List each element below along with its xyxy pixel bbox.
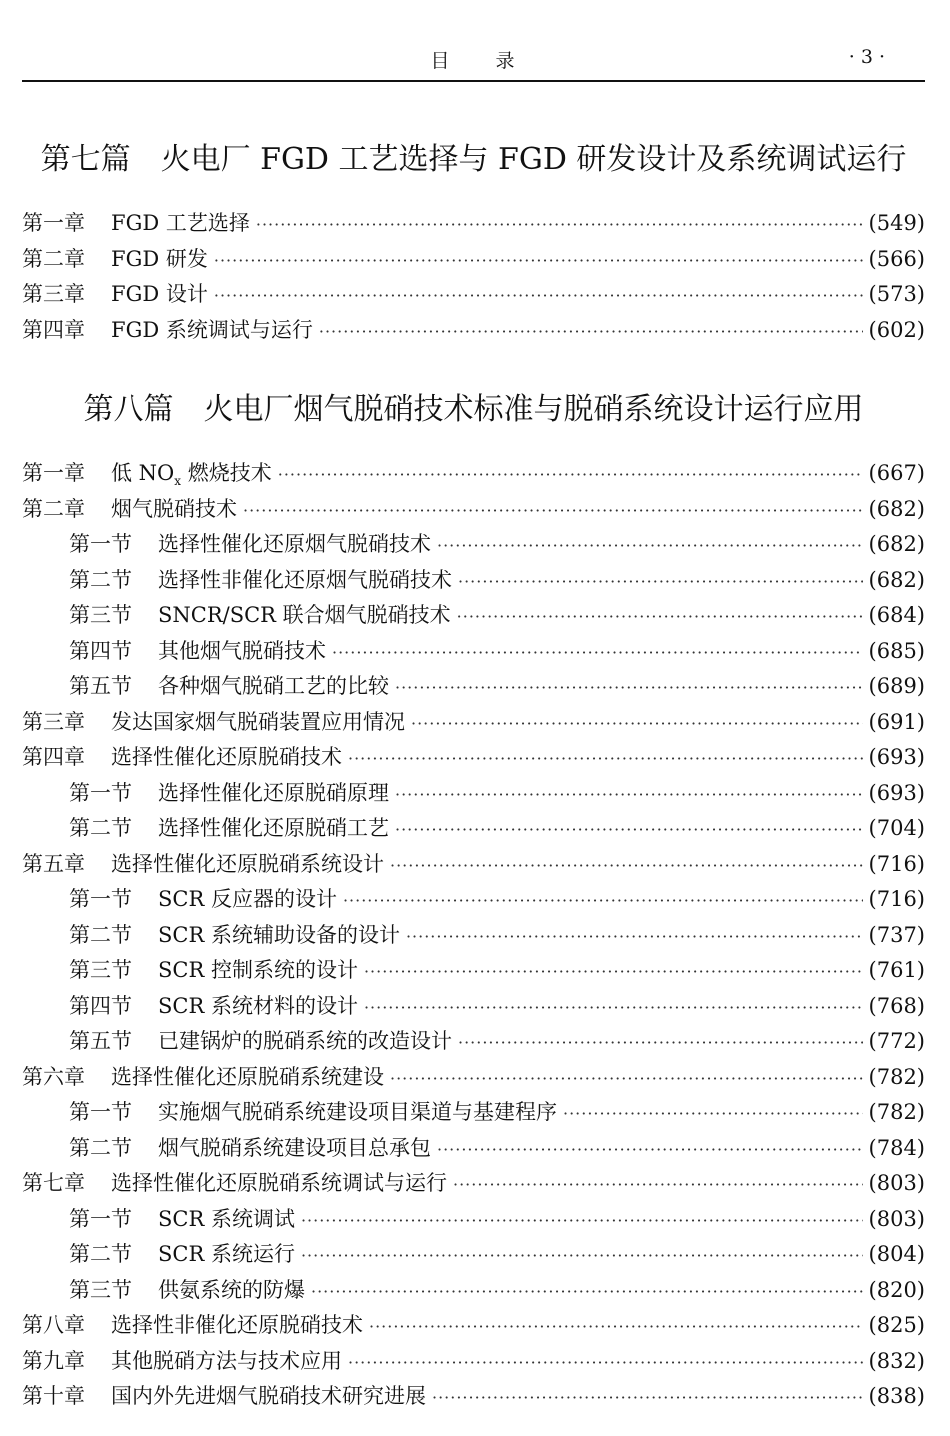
entry-number: 第四章 [22,745,85,769]
entry-number: 第四节 [69,638,132,663]
entry-page: (772) [868,1029,925,1053]
part-title-7: 第七篇 火电厂 FGD 工艺选择与 FGD 研发设计及系统调试运行 [40,142,907,177]
toc-entry[interactable] [22,599,925,635]
toc-entry[interactable] [22,1203,925,1239]
entry-label: 低 $NO_x$ 燃烧技术 [111,461,272,489]
leader-dots [437,1140,863,1159]
entry-page: (804) [868,1242,925,1266]
entry-page: (838) [868,1384,925,1408]
leader-dots [319,322,863,341]
entry-number: 第三节 [69,603,132,627]
toc-entry[interactable] [22,1061,925,1097]
toc-entry[interactable] [22,528,925,564]
toc-entry[interactable] [22,564,925,600]
entry-label: SCR 反应器的设计 [158,887,337,911]
entry-label: 选择性催化还原脱硝系统设计 [111,851,384,876]
entry-number: 第四节 [69,993,132,1018]
entry-page: (689) [868,674,925,698]
leader-dots [395,820,863,839]
entry-label: FGD 设计 [111,282,208,306]
toc-entry[interactable] [22,741,925,777]
leader-dots [458,572,863,591]
toc-entry[interactable] [22,990,925,1026]
entry-number: 第三章 [22,709,85,734]
entry-number: 第五节 [69,1029,132,1053]
leader-dots [214,251,863,270]
toc-entry[interactable] [22,1380,925,1416]
entry-number: 第七章 [22,1171,85,1195]
toc-entry[interactable] [22,777,925,813]
toc-entry[interactable] [22,278,925,314]
entry-page: (684) [868,603,925,627]
entry-page: (782) [868,1100,925,1124]
entry-number: 第二节 [69,1242,132,1266]
entry-number: 第八章 [22,1313,85,1337]
running-title-char-1: 目 [430,50,452,72]
entry-page: (737) [868,922,925,947]
entry-number: 第四章 [22,317,85,342]
leader-dots [348,1353,863,1372]
entry-label: 选择性催化还原脱硝技术 [111,745,342,769]
toc-entry[interactable] [22,635,925,671]
entry-label: SCR 控制系统的设计 [158,958,358,982]
entry-label: 选择性催化还原脱硝系统建设 [111,1064,384,1089]
entry-page: (685) [868,638,925,663]
entry-number: 第一节 [69,1100,132,1124]
entry-number: 第二节 [69,1135,132,1160]
toc-entry[interactable] [22,919,925,955]
entry-number: 第二章 [22,496,85,521]
entry-page: (803) [868,1206,925,1231]
leader-dots [390,1069,863,1088]
entry-label: 国内外先进烟气脱硝技术研究进展 [111,1384,426,1408]
toc-entry[interactable] [22,314,925,350]
entry-page: (820) [868,1277,925,1302]
page-number: · 3 · [848,46,885,68]
leader-dots [343,891,863,910]
leader-dots [457,607,863,626]
entry-page: (667) [868,461,925,485]
leader-dots [395,678,863,697]
entry-page: (716) [868,851,925,876]
toc-part-7 [22,207,925,349]
entry-page: (549) [868,211,925,235]
entry-page: (573) [868,282,925,306]
leader-dots [458,1033,863,1052]
leader-dots [243,501,863,520]
entry-number: 第五章 [22,851,85,876]
toc-entry[interactable] [22,670,925,706]
entry-page: (825) [868,1313,925,1337]
toc-entry[interactable] [22,706,925,742]
leader-dots [301,1211,863,1230]
toc-entry[interactable] [22,1167,925,1203]
leader-dots [214,286,863,305]
entry-number: 第十章 [22,1384,85,1408]
toc-part-8 [22,457,925,1416]
entry-label: 各种烟气脱硝工艺的比较 [158,674,389,698]
entry-number: 第五节 [69,674,132,698]
toc-entry[interactable] [22,493,925,529]
entry-label: 供氨系统的防爆 [158,1277,305,1302]
toc-entry[interactable] [22,883,925,919]
entry-page: (682) [868,567,925,592]
entry-page: (682) [868,532,925,556]
leader-dots [301,1246,863,1265]
toc-entry[interactable] [22,812,925,848]
toc-entry[interactable] [22,1345,925,1381]
entry-label: SCR 系统运行 [158,1242,295,1266]
entry-label: SCR 系统调试 [158,1206,295,1231]
toc-entry[interactable] [22,207,925,243]
entry-label: SNCR/SCR 联合烟气脱硝技术 [158,603,451,627]
entry-label: 其他脱硝方法与技术应用 [111,1348,342,1373]
entry-page: (768) [868,993,925,1018]
leader-dots [364,998,863,1017]
entry-label: 选择性非催化还原脱硝技术 [111,1313,363,1337]
entry-label: 选择性催化还原脱硝工艺 [158,816,389,840]
leader-dots [348,749,863,768]
entry-page: (682) [868,496,925,521]
entry-page: (704) [868,816,925,840]
entry-page: (693) [868,745,925,769]
entry-number: 第一节 [69,532,132,556]
toc-entry[interactable] [22,1025,925,1061]
entry-number: 第一节 [69,780,132,805]
toc-entry[interactable] [22,1274,925,1310]
entry-number: 第六章 [22,1064,85,1089]
entry-page: (761) [868,958,925,982]
entry-label: 选择性催化还原脱硝系统调试与运行 [111,1171,447,1195]
running-title-char-2: 录 [495,50,517,72]
leader-dots [311,1282,863,1301]
entry-label: 发达国家烟气脱硝装置应用情况 [111,709,405,734]
entry-label: 实施烟气脱硝系统建设项目渠道与基建程序 [158,1100,557,1124]
entry-label: 选择性催化还原脱硝原理 [158,780,389,805]
entry-page: (832) [868,1348,925,1373]
entry-page: (803) [868,1171,925,1195]
entry-number: 第一章 [22,461,85,485]
page-header [22,40,925,82]
entry-number: 第二节 [69,922,132,947]
running-title [22,46,925,73]
entry-page: (566) [868,246,925,271]
toc-entry[interactable] [22,243,925,279]
entry-page: (602) [868,317,925,342]
entry-label: 烟气脱硝技术 [111,496,237,521]
toc-entry[interactable] [22,457,925,493]
leader-dots [411,714,863,733]
entry-label: SCR 系统辅助设备的设计 [158,922,400,947]
entry-page: (691) [868,709,925,734]
entry-label: FGD 工艺选择 [111,211,250,235]
entry-number: 第一节 [69,1206,132,1231]
leader-dots [364,962,863,981]
entry-number: 第二节 [69,567,132,592]
leader-dots [390,856,863,875]
entry-number: 第三章 [22,282,85,306]
part-title-8: 第八篇 火电厂烟气脱硝技术标准与脱硝系统设计运行应用 [83,392,864,427]
toc-entry[interactable] [22,1096,925,1132]
leader-dots [453,1175,863,1194]
entry-number: 第九章 [22,1348,85,1373]
entry-number: 第一章 [22,211,85,235]
entry-label: FGD 系统调试与运行 [111,317,313,342]
entry-number: 第一节 [69,887,132,911]
entry-page: (784) [868,1135,925,1160]
leader-dots [437,536,863,555]
entry-label: 其他烟气脱硝技术 [158,638,326,663]
leader-dots [332,643,863,662]
entry-number: 第三节 [69,1277,132,1302]
leader-dots [278,465,863,484]
leader-dots [432,1388,863,1407]
entry-page: (782) [868,1064,925,1089]
entry-number: 第二节 [69,816,132,840]
entry-number: 第三节 [69,958,132,982]
leader-dots [369,1317,863,1336]
leader-dots [563,1104,863,1123]
entry-label: 烟气脱硝系统建设项目总承包 [158,1135,431,1160]
toc-entry[interactable] [22,848,925,884]
entry-label: FGD 研发 [111,246,208,271]
toc-entry[interactable] [22,1238,925,1274]
entry-page: (716) [868,887,925,911]
leader-dots [256,215,863,234]
entry-page: (693) [868,780,925,805]
toc-entry[interactable] [22,954,925,990]
leader-dots [406,927,863,946]
entry-label: SCR 系统材料的设计 [158,993,358,1018]
entry-number: 第二章 [22,246,85,271]
leader-dots [395,785,863,804]
toc-entry[interactable] [22,1132,925,1168]
entry-label: 选择性非催化还原烟气脱硝技术 [158,567,452,592]
entry-label: 已建锅炉的脱硝系统的改造设计 [158,1029,452,1053]
toc-entry[interactable] [22,1309,925,1345]
entry-label: 选择性催化还原烟气脱硝技术 [158,532,431,556]
